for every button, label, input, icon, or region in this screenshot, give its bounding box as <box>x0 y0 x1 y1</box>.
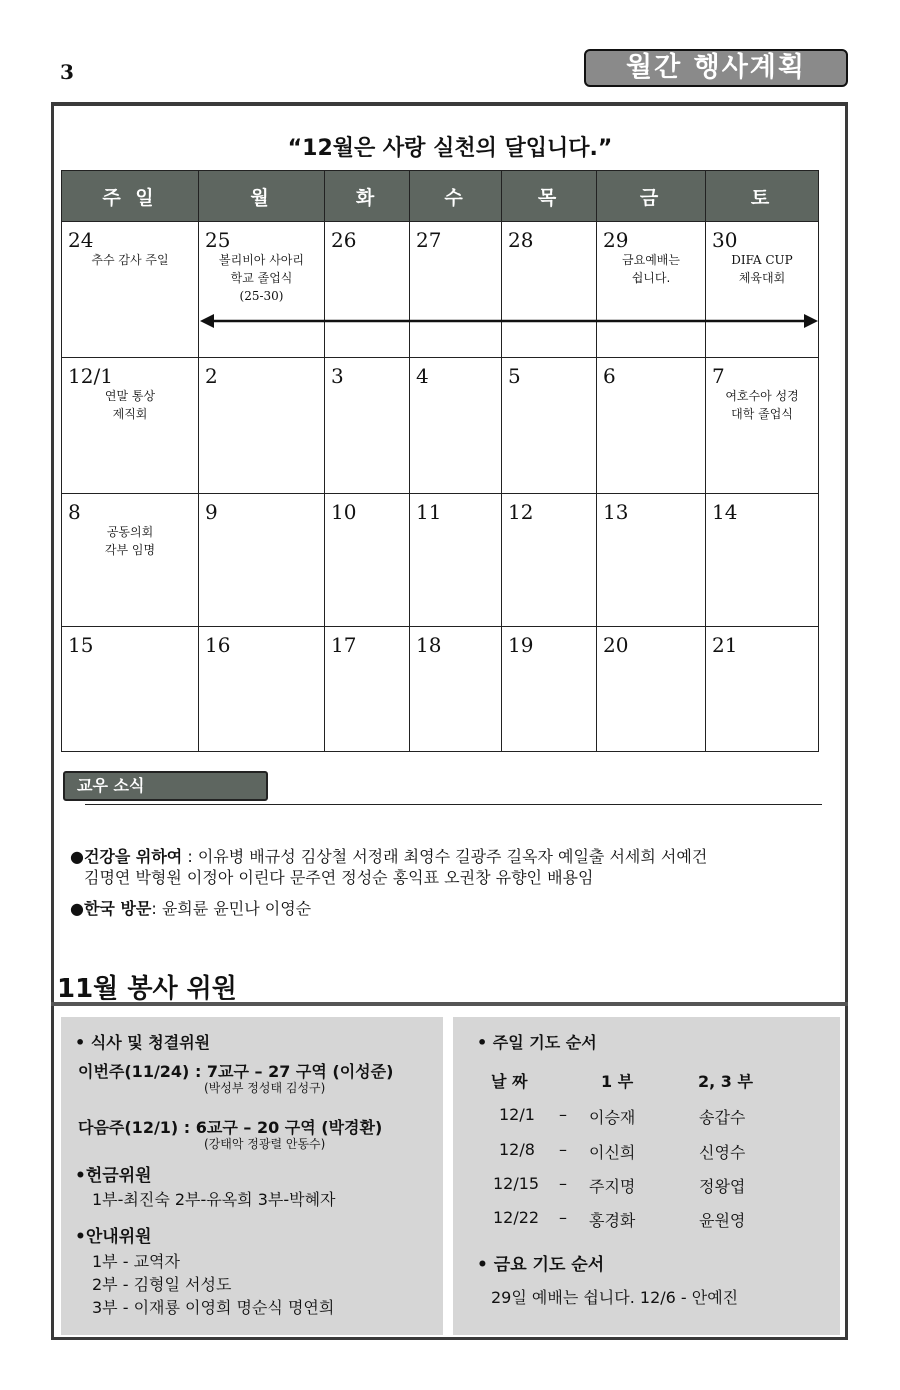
weekday-header: 수 <box>410 171 502 222</box>
prayer-date: 12/1 <box>499 1105 535 1124</box>
day-number: 24 <box>68 228 94 252</box>
prayer-dash: – <box>559 1140 567 1159</box>
calendar-day-cell <box>502 627 597 752</box>
day-event: 쉽니다. <box>631 271 671 285</box>
korea-visit <box>70 898 830 919</box>
day-number: 16 <box>205 633 231 657</box>
calendar-day-cell <box>502 358 597 494</box>
korea-names: : 윤희륜 윤민나 이영순 <box>151 899 312 918</box>
prayer-dash: – <box>559 1174 567 1193</box>
day-number: 18 <box>416 633 442 657</box>
calendar-day-cell <box>410 627 502 752</box>
calendar-day-cell <box>410 494 502 627</box>
prayer-header-first: 1 부 <box>601 1072 634 1091</box>
day-number: 13 <box>603 500 629 524</box>
calendar-day-cell <box>706 358 819 494</box>
prayer-dash: – <box>559 1208 567 1227</box>
health-names: : 이유병 배규성 김상철 서정래 최영수 길광주 길옥자 예일출 서세희 서예건 <box>182 847 708 866</box>
day-number: 17 <box>331 633 357 657</box>
weekday-header: 화 <box>325 171 410 222</box>
meal-this-week-names: (박성부 정성태 김성구) <box>204 1081 326 1095</box>
sunday-prayer-title: • 주일 기도 순서 <box>477 1033 597 1052</box>
offering-names: 1부-최진숙 2부-유옥희 3부-박혜자 <box>92 1190 336 1209</box>
usher-line: 2부 - 김형일 서성도 <box>92 1275 232 1294</box>
news-divider <box>85 804 822 805</box>
day-event: 공동의회 <box>106 525 154 539</box>
prayer-first-service: 이승재 <box>589 1108 636 1127</box>
friday-prayer-text: 29일 예배는 쉽니다. 12/6 - 안예진 <box>491 1288 739 1307</box>
meal-next-week: 다음주(12/1) : 6교구 – 20 구역 (박경환) <box>78 1118 383 1137</box>
health-prayer-list <box>70 846 830 888</box>
calendar-day-cell <box>325 358 410 494</box>
calendar-week-row <box>62 627 819 752</box>
calendar-day-cell <box>597 222 706 358</box>
offering-title: •헌금위원 <box>75 1166 152 1186</box>
usher-line: 1부 - 교역자 <box>92 1252 180 1271</box>
day-event: 여호수아 성경 <box>725 389 799 403</box>
korea-label: ●한국 방문 <box>70 899 152 918</box>
news-section-title: 교우 소식 <box>63 771 268 801</box>
prayer-first-service: 주지명 <box>589 1177 636 1196</box>
calendar-week-row <box>62 494 819 627</box>
calendar-day-cell <box>706 494 819 627</box>
health-label: ●건강을 위하여 <box>70 847 183 866</box>
day-event: 각부 임명 <box>104 543 156 557</box>
prayer-header-second: 2, 3 부 <box>698 1072 753 1091</box>
prayer-second-service: 윤원영 <box>699 1211 746 1230</box>
event-name: DIFA CUP <box>731 253 793 267</box>
header-title: 월간 행사계획 <box>584 49 848 87</box>
calendar-day-cell <box>597 358 706 494</box>
day-event: 볼리비아 사아리 <box>219 253 304 267</box>
monthly-motto: “12월은 사랑 실천의 달입니다.” <box>287 136 613 161</box>
calendar-day-cell <box>62 358 199 494</box>
day-number: 11 <box>416 500 442 524</box>
day-number: 27 <box>416 228 442 252</box>
day-number: 19 <box>508 633 534 657</box>
day-number: 9 <box>205 500 218 524</box>
meal-this-week: 이번주(11/24) : 7교구 – 27 구역 (이성준) <box>78 1062 394 1081</box>
service-divider <box>51 1002 848 1006</box>
calendar-day-cell <box>502 494 597 627</box>
calendar-day-cell <box>325 627 410 752</box>
calendar-day-cell <box>410 358 502 494</box>
calendar-day-cell <box>706 222 819 358</box>
day-number: 12/1 <box>68 364 113 388</box>
day-event: 제직회 <box>112 407 148 421</box>
meal-next-week-names: (강태악 정광렬 안동수) <box>204 1137 326 1151</box>
day-number: 5 <box>508 364 521 388</box>
usher-title: •안내위원 <box>75 1227 152 1247</box>
service-title: 11월 봉사 위원 <box>57 974 237 1004</box>
day-number: 4 <box>416 364 429 388</box>
day-event: 금요예배는 <box>622 253 680 267</box>
day-number: 6 <box>603 364 616 388</box>
day-number: 7 <box>712 364 725 388</box>
prayer-date: 12/22 <box>493 1208 540 1227</box>
prayer-first-service: 홍경화 <box>589 1211 636 1230</box>
calendar-day-cell <box>199 627 325 752</box>
calendar-day-cell <box>597 494 706 627</box>
prayer-second-service: 송갑수 <box>699 1108 746 1127</box>
calendar-day-cell <box>706 627 819 752</box>
health-names-cont: 김명연 박형원 이정아 이린다 문주연 정성순 홍익표 오권창 유향인 배용임 <box>84 868 594 887</box>
weekday-header: 토 <box>706 171 819 222</box>
day-number: 28 <box>508 228 534 252</box>
calendar-day-cell <box>199 494 325 627</box>
calendar-day-cell <box>62 222 199 358</box>
meal-committee-title: • 식사 및 청결위원 <box>75 1033 211 1052</box>
day-number: 20 <box>603 633 629 657</box>
usher-line: 3부 - 이재룡 이영희 명순식 명연희 <box>92 1298 335 1317</box>
prayer-dash: – <box>559 1105 567 1124</box>
page-number: 3 <box>60 60 74 84</box>
calendar-week-row <box>62 358 819 494</box>
calendar-day-cell <box>199 222 325 358</box>
day-number: 12 <box>508 500 534 524</box>
day-number: 26 <box>331 228 357 252</box>
day-number: 14 <box>712 500 738 524</box>
day-event <box>199 286 324 306</box>
day-number: 10 <box>331 500 357 524</box>
day-event: 추수 감사 주일 <box>91 253 169 267</box>
calendar-week-row <box>62 222 819 358</box>
calendar-day-cell <box>410 222 502 358</box>
prayer-panel <box>453 1017 840 1335</box>
day-number: 15 <box>68 633 94 657</box>
calendar-day-cell <box>325 222 410 358</box>
calendar-day-cell <box>325 494 410 627</box>
day-event <box>706 250 818 270</box>
day-number: 3 <box>331 364 344 388</box>
prayer-date: 12/15 <box>493 1174 540 1193</box>
prayer-date: 12/8 <box>499 1140 535 1159</box>
day-number: 2 <box>205 364 218 388</box>
weekday-header: 주 일 <box>62 171 199 222</box>
prayer-header-date: 날 짜 <box>491 1072 528 1091</box>
calendar-header-row <box>62 171 819 222</box>
day-event: 대학 졸업식 <box>731 407 793 421</box>
friday-prayer-title: • 금요 기도 순서 <box>477 1255 605 1275</box>
calendar-table <box>61 170 819 752</box>
calendar-day-cell <box>199 358 325 494</box>
day-event: 학교 졸업식 <box>230 271 293 285</box>
calendar-day-cell <box>62 627 199 752</box>
calendar-day-cell <box>597 627 706 752</box>
day-number: 21 <box>712 633 738 657</box>
day-number: 30 <box>712 228 738 252</box>
calendar-day-cell <box>502 222 597 358</box>
weekday-header: 금 <box>597 171 706 222</box>
event-date-range: (25-30) <box>239 289 284 303</box>
day-number: 25 <box>205 228 231 252</box>
event-span-arrow <box>200 313 818 329</box>
day-event: 연말 통상 <box>104 389 156 403</box>
prayer-second-service: 신영수 <box>699 1143 746 1162</box>
weekday-header: 월 <box>199 171 325 222</box>
prayer-first-service: 이신희 <box>589 1143 636 1162</box>
prayer-second-service: 정왕엽 <box>699 1177 746 1196</box>
day-number: 29 <box>603 228 629 252</box>
day-number: 8 <box>68 500 81 524</box>
day-event: 체육대회 <box>738 271 786 285</box>
service-panel <box>61 1017 443 1335</box>
calendar-day-cell <box>62 494 199 627</box>
weekday-header: 목 <box>502 171 597 222</box>
